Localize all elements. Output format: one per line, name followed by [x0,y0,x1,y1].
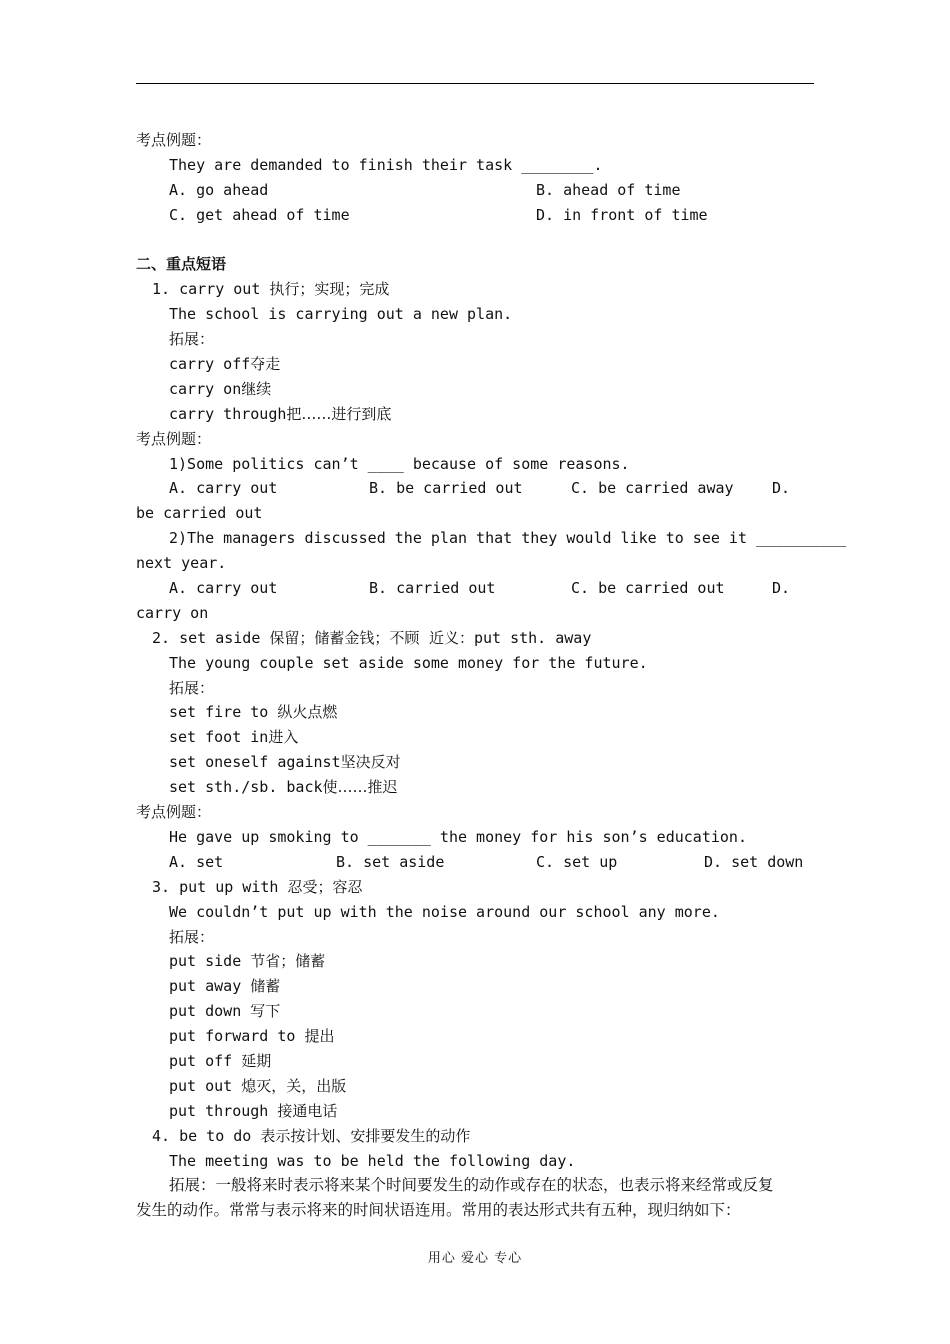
option-d: D. [772,479,791,498]
header-rule [136,83,814,84]
phrase-1-exam-label: 考点例题： [136,429,212,448]
phrase-3-ext-item: put side 节省；储蓄 [169,952,326,971]
phrase-1-ext-label: 拓展： [169,330,215,349]
phrase-3-ext-item: put down 写下 [169,1002,281,1021]
section-title: 二、重点短语 [136,255,227,274]
phrase-1-en: 1. carry out [152,280,261,299]
phrase-1-question-2: 2)The managers discussed the plan that they would like to see it __________ [169,529,847,548]
phrase-3-heading: 3. put up with 忍受；容忍 [152,877,363,896]
option-b: B. be carried out [369,479,523,498]
phrase-1-q2-wrap-2: carry on [136,603,209,622]
option-c: C. get ahead of time [169,205,350,224]
page-footer: 用心 爱心 专心 [427,1251,523,1266]
option-d: D. in front of time [536,205,708,224]
option-a: A. go ahead [169,180,269,199]
exam-heading: 考点例题： [136,131,212,149]
phrase-2-ext-item: set oneself against坚决反对 [169,753,401,772]
document-body [136,128,847,1223]
phrase-1-heading [136,277,816,302]
phrase-2-ext-item: set fire to 纵火点燃 [169,703,338,722]
phrase-4-ext-line-1: 拓展：一般将来时表示将来某个时间要发生的动作或存在的状态，也表示将来经常或反复 [169,1176,774,1195]
phrase-3-example: We couldn’t put up with the noise around our school any more. [169,902,720,921]
phrase-1-q2-options [136,576,816,601]
phrase-1-ext-item: carry through把……进行到底 [169,404,392,423]
phrase-1-q1-wrap: be carried out [136,504,263,523]
phrase-3-ext-item: put forward to 提出 [169,1027,335,1046]
phrase-3-ext-item: put through 接通电话 [169,1101,338,1120]
exam-options-row-2 [136,203,816,228]
option-b: B. set aside [336,852,445,871]
phrase-2-exam-label: 考点例题： [136,803,212,822]
phrase-1-zh: 执行；实现；完成 [269,280,390,299]
phrase-1-q2-wrap: next year. [136,554,227,573]
phrase-4-heading: 4. be to do 表示按计划、安排要发生的动作 [152,1126,471,1145]
phrase-4-example: The meeting was to be held the following day. [169,1151,576,1170]
phrase-3-ext-item: put off 延期 [169,1051,272,1070]
phrase-2-ext-item: set foot in进入 [169,728,299,747]
phrase-1-example: The school is carrying out a new plan. [169,305,513,324]
option-a: A. carry out [169,579,278,598]
option-c: C. be carried away [571,479,734,498]
phrase-3-ext-item: put out 熄灭，关，出版 [169,1076,347,1095]
phrase-2-question: He gave up smoking to _______ the money for his son’s education. [169,827,747,846]
phrase-2-example: The young couple set aside some money for the future. [169,653,648,672]
phrase-2-options [136,850,816,875]
option-a: A. set [169,852,224,871]
phrase-1-q1-options [136,476,816,501]
option-b: B. ahead of time [536,180,681,199]
phrase-1-ext-item: carry off夺走 [169,355,281,374]
exam-question: They are demanded to finish their task ________. [169,155,603,174]
phrase-2-ext-label: 拓展： [169,678,215,697]
option-c: C. be carried out [571,579,725,598]
option-a: A. carry out [169,479,278,498]
option-b: B. carried out [369,579,496,598]
phrase-2-heading: 2. set aside 保留；储蓄金钱；不顾 近义：put sth. away [152,628,592,647]
phrase-1-ext-item: carry on继续 [169,379,272,398]
option-d: D. set down [704,852,804,871]
option-c: C. set up [536,852,618,871]
phrase-3-ext-item: put away 储蓄 [169,977,281,996]
exam-options-row-1 [136,178,816,203]
phrase-3-ext-label: 拓展： [169,927,215,946]
phrase-1-question-1: 1)Some politics can’t ____ because of some reasons. [169,454,630,473]
phrase-4-ext-line-2: 发生的动作。常常与表示将来的时间状语连用。常用的表达形式共有五种，现归纳如下： [136,1201,741,1220]
option-d: D. [772,579,791,598]
phrase-2-ext-item: set sth./sb. back使……推迟 [169,778,398,797]
